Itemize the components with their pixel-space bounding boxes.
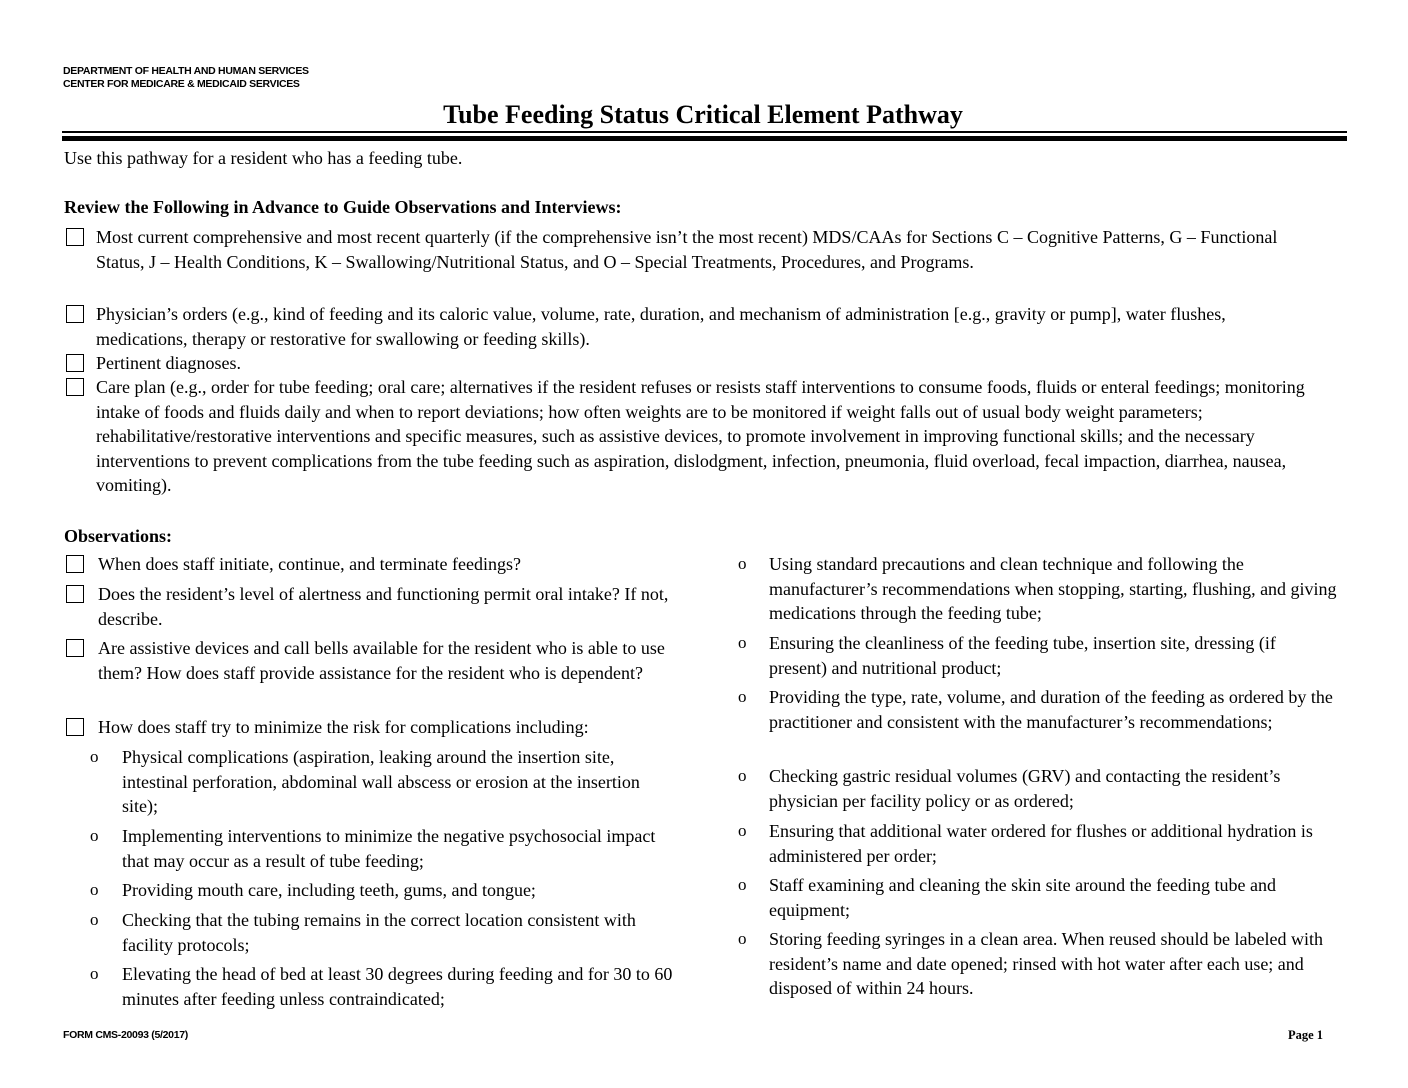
sub-item-text: Checking gastric residual volumes (GRV) and contacting the resident’s physician per facility policy or as ordered; [769,766,1281,811]
review-item [66,302,1316,351]
checkbox[interactable] [66,718,84,736]
complication-sub-item [738,927,1338,1001]
title-rule-thick [62,136,1347,141]
sub-item-text: Providing the type, rate, volume, and duration of the feeding as ordered by the practitioner and consistent with the manufacturer’s recommendations; [769,687,1333,732]
document-title [0,98,1408,132]
observation-item [66,552,686,577]
sub-item-text: Using standard precautions and clean technique and following the manufacturer’s recommendations when stopping, starting, flushing, and giving medications through the feeding tube; [769,554,1337,623]
observation-item [66,636,686,685]
agency-name-line1: DEPARTMENT OF HEALTH AND HUMAN SERVICES [63,65,309,77]
checkbox[interactable] [66,305,84,323]
circle-bullet-icon: o [738,633,747,652]
complication-sub-item [738,631,1338,680]
complication-sub-item [90,962,680,1011]
checkbox[interactable] [66,228,84,246]
observations-section-heading: Observations: [64,526,172,546]
review-section-heading: Review the Following in Advance to Guide Observations and Interviews: [64,197,622,217]
complication-sub-item [738,685,1338,734]
review-item [66,351,1316,376]
sub-item-text: Elevating the head of bed at least 30 degrees during feeding and for 30 to 60 minutes after feeding unless contraindicated; [122,964,673,1009]
observation-item-text: Does the resident’s level of alertness and functioning permit oral intake? If not, describe. [98,584,669,629]
observation-item-text: How does staff try to minimize the risk for complications including: [98,717,589,737]
sub-item-text: Implementing interventions to minimize the negative psychosocial impact that may occur as a result of tube feeding; [122,826,656,871]
document-title-text: Tube Feeding Status Critical Element Pathway [443,100,963,129]
review-item [66,375,1338,498]
title-rule-thin [62,131,1347,133]
circle-bullet-icon: o [90,910,99,929]
circle-bullet-icon: o [738,875,747,894]
observation-item-text: Are assistive devices and call bells available for the resident who is able to use them? How does staff provide assistance for the resident who is dependent? [98,638,665,683]
review-item-text: Most current comprehensive and most recent quarterly (if the comprehensive isn’t the most recent) MDS/CAAs for Sections C – Cognitive Patterns, G – Functional Status, J – Health Conditions, K – Swallowing/Nutritional Status, and O – Special Treatments, Procedures, and Programs. [96,227,1278,272]
complication-sub-item [738,764,1338,813]
checkbox[interactable] [66,555,84,573]
complication-sub-item [738,552,1338,626]
circle-bullet-icon: o [90,747,99,766]
complication-sub-item [738,819,1338,868]
sub-item-text: Providing mouth care, including teeth, gums, and tongue; [122,880,536,900]
observation-item-text: When does staff initiate, continue, and terminate feedings? [98,554,522,574]
circle-bullet-icon: o [738,929,747,948]
review-item [66,225,1306,274]
complication-sub-item [90,824,680,873]
circle-bullet-icon: o [738,821,747,840]
circle-bullet-icon: o [90,964,99,983]
sub-item-text: Storing feeding syringes in a clean area. When reused should be labeled with resident’s name and date opened; rinsed with hot water after each use; and disposed of within 24 hours. [769,929,1323,998]
page-number: Page 1 [1288,1028,1324,1042]
checkbox[interactable] [66,585,84,603]
circle-bullet-icon: o [90,880,99,899]
sub-item-text: Staff examining and cleaning the skin site around the feeding tube and equipment; [769,875,1277,920]
sub-item-text: Ensuring the cleanliness of the feeding tube, insertion site, dressing (if present) and nutritional product; [769,633,1276,678]
review-item-text: Pertinent diagnoses. [96,353,241,373]
circle-bullet-icon: o [738,554,747,573]
observation-item [66,582,686,631]
circle-bullet-icon: o [90,826,99,845]
sub-item-text: Physical complications (aspiration, leaking around the insertion site, intestinal perforation, abdominal wall abscess or erosion at the insertion site); [122,747,640,816]
complication-sub-item [90,878,680,903]
circle-bullet-icon: o [738,687,747,706]
sub-item-text: Checking that the tubing remains in the correct location consistent with facility protocols; [122,910,636,955]
observation-item [66,715,696,740]
complication-sub-item [90,745,680,819]
checkbox[interactable] [66,378,84,396]
checkbox[interactable] [66,354,84,372]
agency-name-line2: CENTER FOR MEDICARE & MEDICAID SERVICES [63,78,300,90]
checkbox[interactable] [66,639,84,657]
circle-bullet-icon: o [738,766,747,785]
intro-text: Use this pathway for a resident who has a feeding tube. [64,148,463,168]
form-id: FORM CMS-20093 (5/2017) [63,1029,188,1041]
sub-item-text: Ensuring that additional water ordered for flushes or additional hydration is administered per order; [769,821,1313,866]
complication-sub-item [738,873,1338,922]
complication-sub-item [90,908,680,957]
review-item-text: Physician’s orders (e.g., kind of feeding and its caloric value, volume, rate, duration, and mechanism of administration [e.g., gravity or pump], water flushes, medications, therapy or restorative for swallowing or feeding skills). [96,304,1226,349]
review-item-text: Care plan (e.g., order for tube feeding; oral care; alternatives if the resident refuses or resists staff interventions to consume foods, fluids or enteral feedings; monitoring intake of foods and fluids daily and when to report deviations; how often weights are to be monitored if weight falls out of usual body weight parameters; rehabilitative/restorative interventions and specific measures, such as assistive devices, to promote involvement in improving functional skills; and the necessary interventions to prevent complications from the tube feeding such as aspiration, dislodgment, infection, pneumonia, fluid overload, fecal impaction, diarrhea, nausea, vomiting). [96,377,1305,495]
